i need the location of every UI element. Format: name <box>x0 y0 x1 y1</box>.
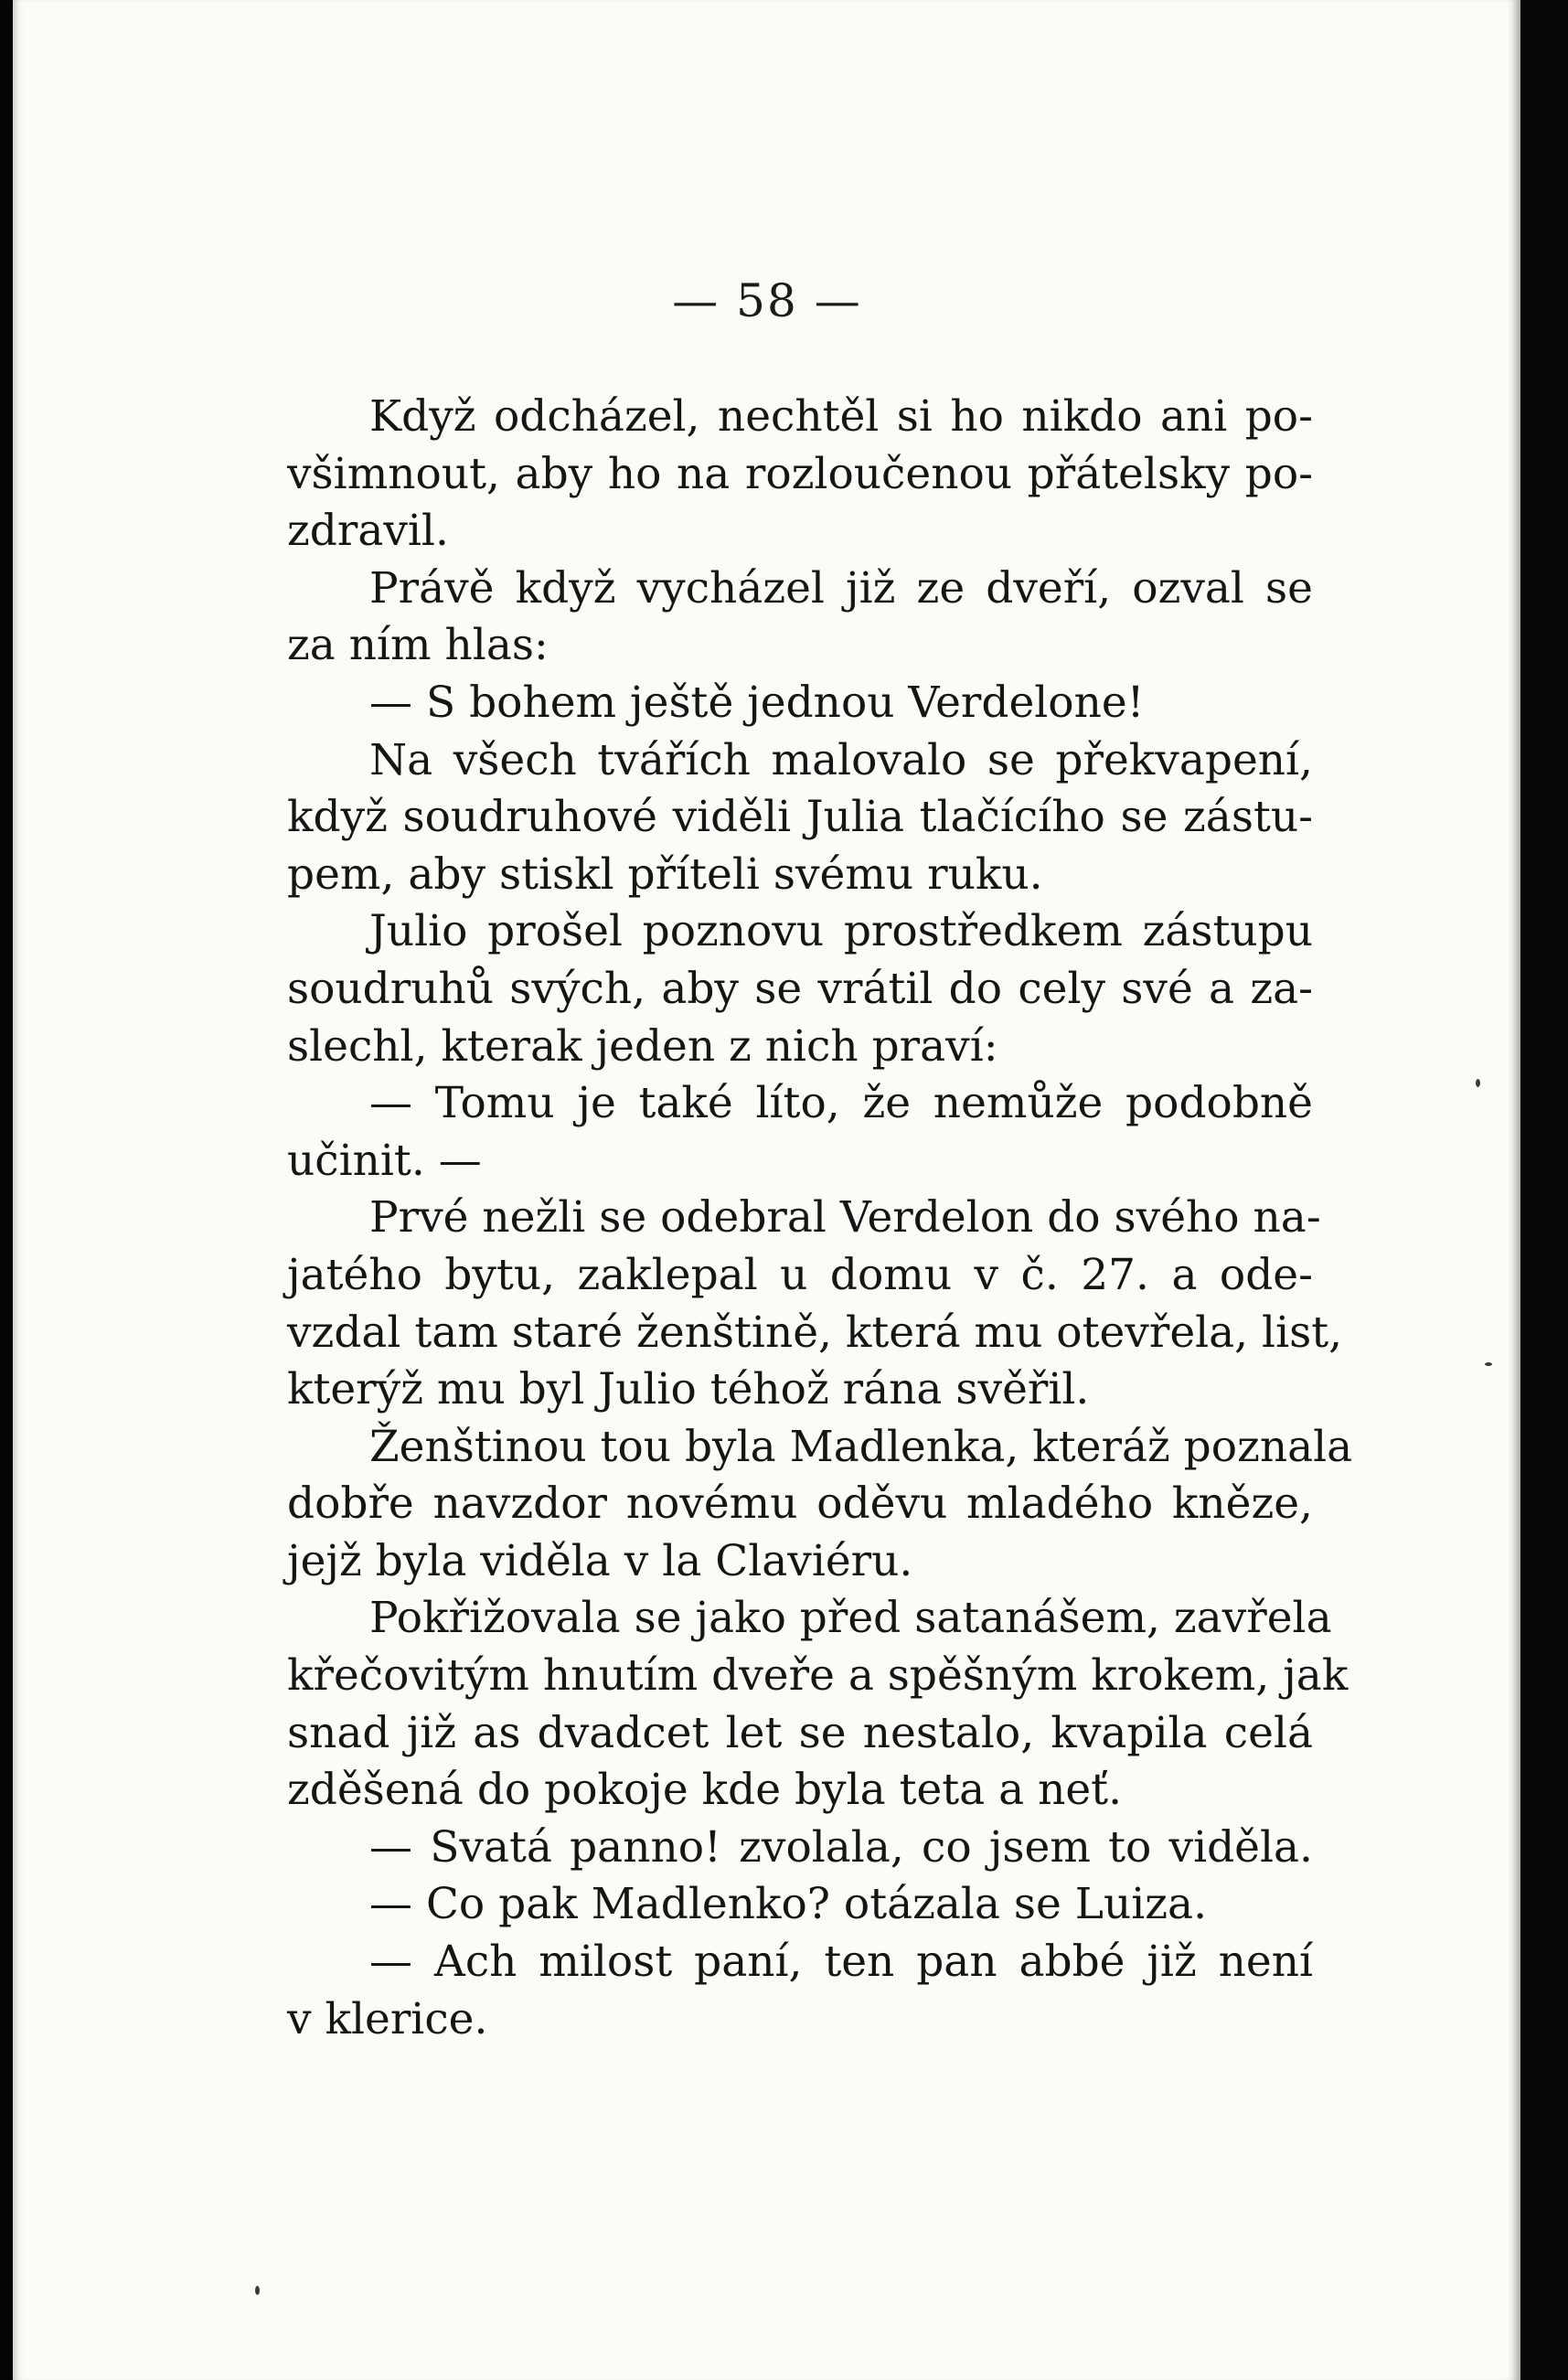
text-line: zdravil. <box>287 506 449 557</box>
text-line: když soudruhové viděli Julia tlačícího se zástu- <box>287 792 1313 843</box>
text-line: soudruhů svých, aby se vrátil do cely své a za- <box>287 963 1313 1014</box>
text-line: slechl, kterak jeden z nich praví: <box>287 1020 998 1072</box>
text-line: všimnout, aby ho na rozloučenou přátelsky po- <box>287 448 1313 499</box>
text-line: křečovitým hnutím dveře a spěšným krokem, jak <box>287 1650 1349 1702</box>
text-line: — Co pak Madlenko? otázala se Luiza. <box>369 1879 1208 1930</box>
scan-edge <box>1520 0 1568 2380</box>
text-line: jejž byla viděla v la Claviéru. <box>287 1535 913 1586</box>
text-line: — Svatá panno! zvolala, co jsem to viděla. <box>369 1821 1313 1873</box>
text-line: Julio prošel poznovu prostředkem zástupu <box>369 906 1313 957</box>
text-line: Na všech tvářích malovalo se překvapení, <box>369 734 1313 785</box>
text-line: zděšená do pokoje kde byla teta a neť. <box>287 1765 1123 1816</box>
print-speck <box>255 2286 260 2295</box>
text-line: — Ach milost paní, ten pan abbé již není <box>369 1937 1313 1988</box>
page-number: — 58 — <box>672 274 862 327</box>
print-speck <box>1476 1079 1480 1087</box>
text-line: — Tomu je také líto, že nemůže podobně <box>369 1078 1313 1129</box>
text-line: jatého bytu, zaklepal u domu v č. 27. a ode- <box>287 1249 1313 1300</box>
book-page <box>13 0 1521 2380</box>
text-line: vzdal tam staré ženštině, která mu otevřela, list, <box>287 1307 1343 1358</box>
text-line: Pokřižovala se jako před satanášem, zavřela <box>369 1593 1332 1644</box>
text-line: kterýž mu byl Julio téhož rána svěřil. <box>287 1364 1090 1415</box>
text-line: Prvé nežli se odebral Verdelon do svého na- <box>369 1192 1321 1243</box>
text-line: Ženštinou tou byla Madlenka, kteráž poznala <box>369 1421 1353 1472</box>
text-line: Právě když vycházel již ze dveří, ozval se <box>369 562 1313 614</box>
text-line: snad již as dvadcet let se nestalo, kvapila celá <box>287 1707 1313 1758</box>
text-line: — S bohem ještě jednou Verdelone! <box>369 677 1145 728</box>
text-line: učinit. — <box>287 1135 482 1186</box>
body-text <box>287 389 1353 2048</box>
text-line: dobře navzdor novému oděvu mladého kněze, <box>287 1478 1313 1530</box>
text-line: Když odcházel, nechtěl si ho nikdo ani po- <box>369 391 1313 442</box>
text-line: v klerice. <box>287 1993 488 2044</box>
print-speck <box>1485 1362 1492 1366</box>
text-line: za ním hlas: <box>287 620 549 671</box>
text-line: pem, aby stiskl příteli svému ruku. <box>287 848 1043 900</box>
